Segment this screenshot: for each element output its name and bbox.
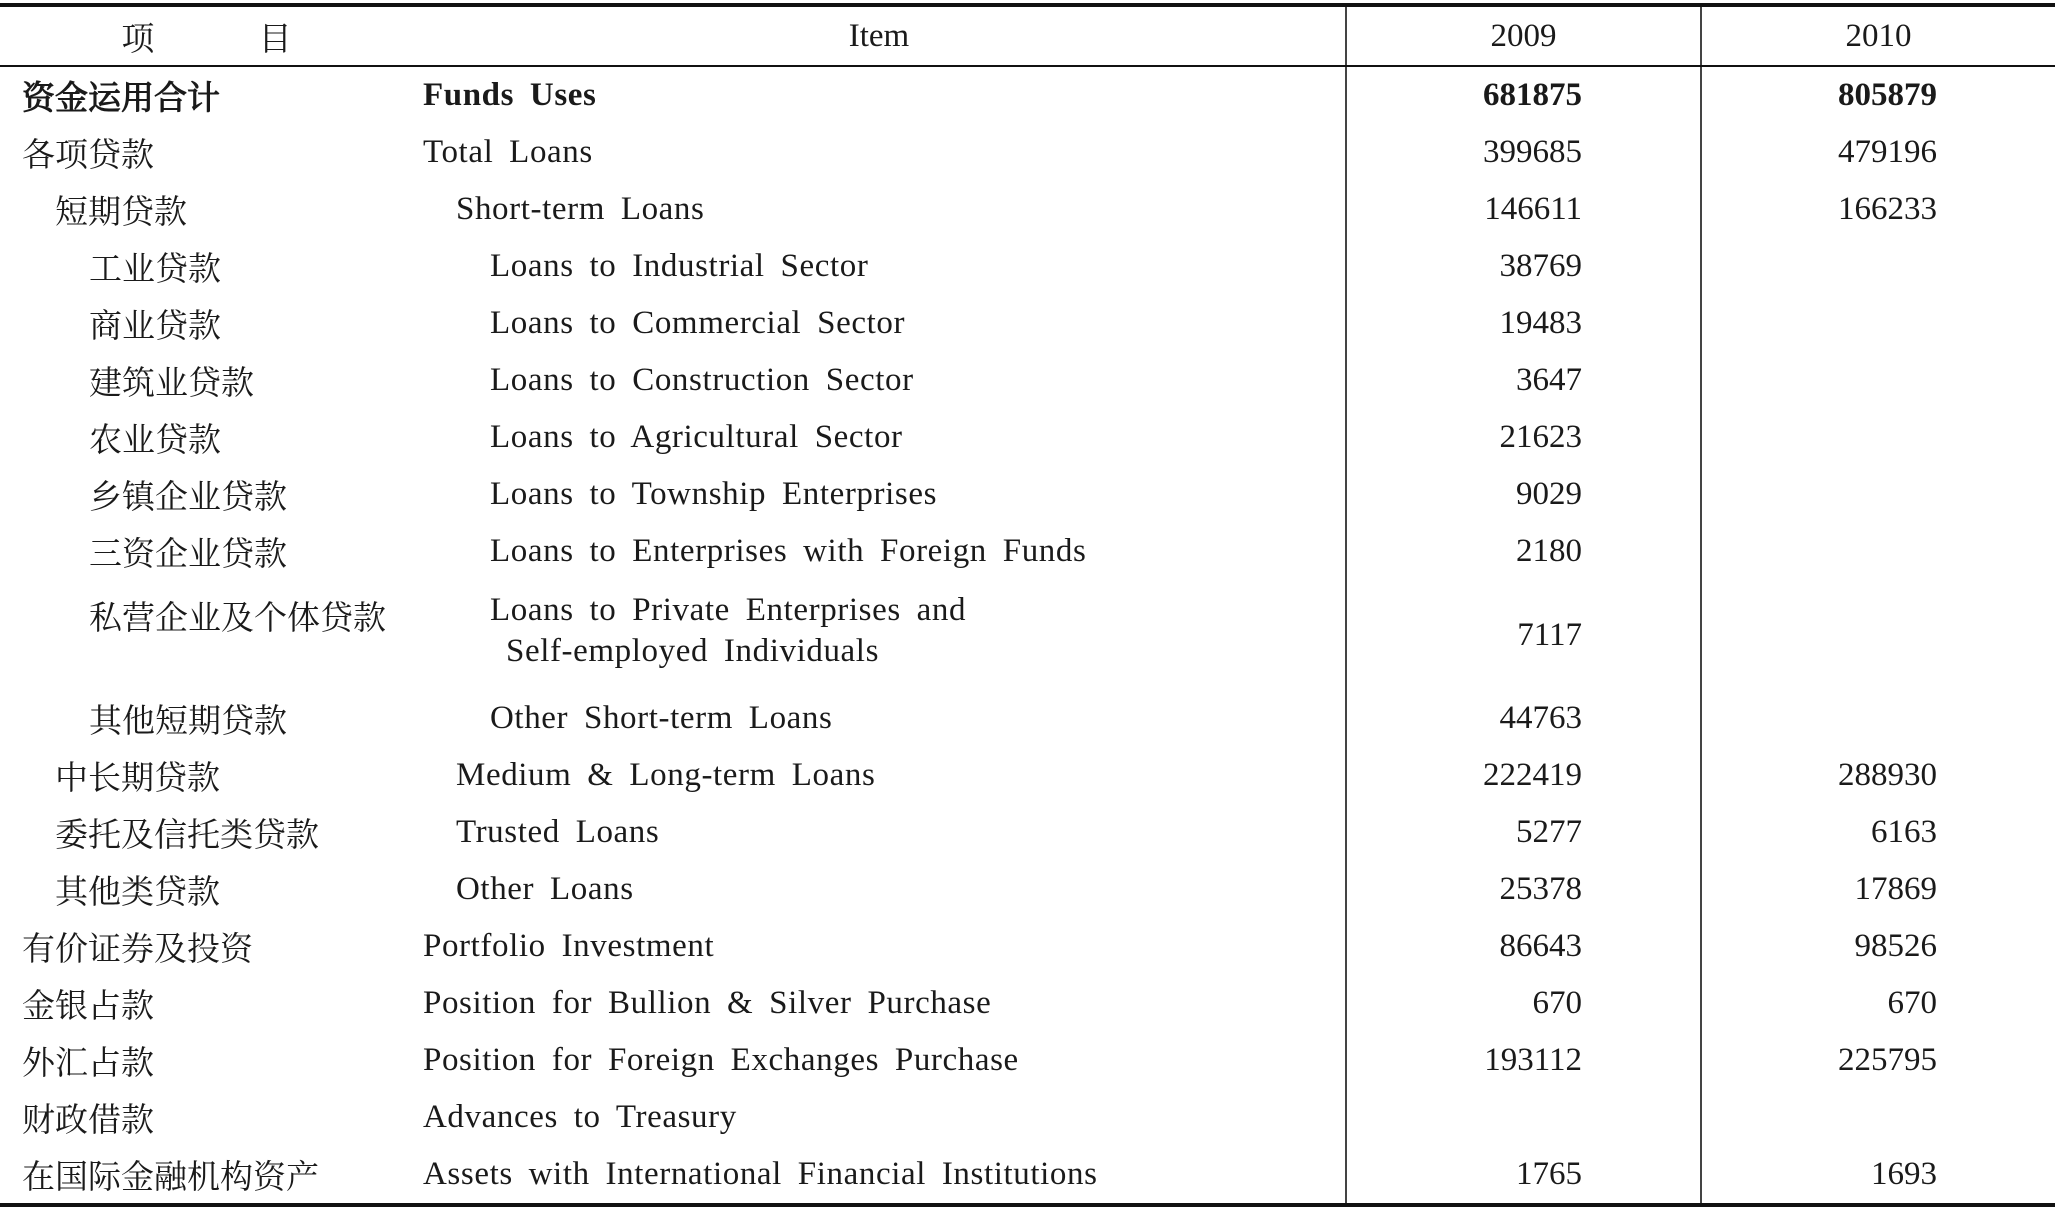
row-label-cn: 有价证券及投资 xyxy=(22,929,253,968)
row-label-cn: 在国际金融机构资产 xyxy=(0,1146,413,1205)
row-label-en: Loans to Industrial Sector xyxy=(413,238,1346,295)
value-2009: 193112 xyxy=(1346,1032,1701,1089)
row-label-en: Assets with International Financial Institutions xyxy=(413,1146,1346,1205)
table-row xyxy=(0,181,2055,238)
value-2010: 670 xyxy=(1887,985,1937,1021)
row-label-cn: 建筑业贷款 xyxy=(89,363,254,402)
value-2009: 21623 xyxy=(1346,409,1701,466)
row-label-cn: 农业贷款 xyxy=(89,420,221,459)
row-label-en: Loans to Enterprises with Foreign Funds xyxy=(413,523,1346,580)
row-label-en: Funds Uses xyxy=(413,66,1346,124)
value-2010: 1693 xyxy=(1701,1146,2055,1205)
value-2010: 166233 xyxy=(1838,191,1937,227)
row-label-en: Trusted Loans xyxy=(413,804,1346,861)
table-row xyxy=(0,861,2055,918)
row-label-en: Other Loans xyxy=(413,861,1346,918)
row-label-cn: 商业贷款 xyxy=(89,306,221,345)
row-label-en: Loans to Commercial Sector xyxy=(413,295,1346,352)
value-2010: 805879 xyxy=(1838,77,1937,113)
value-2009: 44763 xyxy=(1346,690,1701,747)
row-label-en: Loans to Township Enterprises xyxy=(413,466,1346,523)
value-2010 xyxy=(1701,409,2055,466)
table-row xyxy=(0,238,2055,295)
row-label-en-line1: Loans to Private Enterprises and xyxy=(490,592,967,628)
table-row xyxy=(0,409,2055,466)
header-chinese-item: 项 目 xyxy=(0,5,413,66)
row-label-cn: 私营企业及个体贷款 xyxy=(89,598,386,637)
header-year-2009: 2009 xyxy=(1346,5,1701,66)
value-2009: 19483 xyxy=(1346,295,1701,352)
row-label-cn: 短期贷款 xyxy=(55,192,187,231)
value-2010: 17869 xyxy=(1854,871,1937,907)
value-2010 xyxy=(1701,466,2055,523)
row-label-cn: 中长期贷款 xyxy=(55,758,220,797)
value-2010: 479196 xyxy=(1838,134,1937,170)
value-2009: 5277 xyxy=(1346,804,1701,861)
value-2010 xyxy=(1701,580,2055,690)
row-label-en: Position for Foreign Exchanges Purchase xyxy=(413,1032,1346,1089)
table-row xyxy=(0,352,2055,409)
row-label-cn: 金银占款 xyxy=(22,986,154,1025)
value-2010 xyxy=(1701,1089,2055,1146)
funds-uses-table xyxy=(0,3,2055,1207)
table-row xyxy=(0,975,2055,1032)
value-2010: 225795 xyxy=(1838,1042,1937,1078)
row-label-en: Short-term Loans xyxy=(413,181,1346,238)
table-row xyxy=(0,1146,2055,1205)
value-2010 xyxy=(1701,690,2055,747)
row-label-en: Medium & Long-term Loans xyxy=(413,747,1346,804)
value-2009: 681875 xyxy=(1346,66,1701,124)
value-2009: 9029 xyxy=(1346,466,1701,523)
value-2009: 670 xyxy=(1346,975,1701,1032)
value-2009: 25378 xyxy=(1346,861,1701,918)
value-2009: 222419 xyxy=(1346,747,1701,804)
header-item: Item xyxy=(413,5,1346,66)
value-2010: 288930 xyxy=(1838,757,1937,793)
value-2010 xyxy=(1701,238,2055,295)
row-label-en: Other Short-term Loans xyxy=(413,690,1346,747)
table-row xyxy=(0,690,2055,747)
row-label-cn: 财政借款 xyxy=(22,1100,154,1139)
row-label-en: Position for Bullion & Silver Purchase xyxy=(413,975,1346,1032)
row-label-en: Loans to Construction Sector xyxy=(413,352,1346,409)
table-row xyxy=(0,1089,2055,1146)
row-label-cn: 委托及信托类贷款 xyxy=(55,815,319,854)
value-2009 xyxy=(1346,1089,1701,1146)
row-label-cn: 其他短期贷款 xyxy=(89,701,287,740)
value-2009: 1765 xyxy=(1346,1146,1701,1205)
row-label-en: Total Loans xyxy=(413,124,1346,181)
table-row xyxy=(0,466,2055,523)
table-row xyxy=(0,918,2055,975)
table-row xyxy=(0,804,2055,861)
value-2010 xyxy=(1701,352,2055,409)
table-row xyxy=(0,295,2055,352)
table-row xyxy=(0,1032,2055,1089)
row-label-cn: 乡镇企业贷款 xyxy=(89,477,287,516)
table-row xyxy=(0,580,2055,690)
value-2010: 6163 xyxy=(1871,814,1937,850)
row-label-en: Portfolio Investment xyxy=(413,918,1346,975)
value-2009: 146611 xyxy=(1346,181,1701,238)
table-row xyxy=(0,124,2055,181)
row-label-cn: 各项贷款 xyxy=(22,135,154,174)
value-2009: 86643 xyxy=(1346,918,1701,975)
row-label-cn: 其他类贷款 xyxy=(55,872,220,911)
value-2009: 7117 xyxy=(1346,580,1701,690)
value-2009: 3647 xyxy=(1346,352,1701,409)
value-2009: 2180 xyxy=(1346,523,1701,580)
value-2010 xyxy=(1701,523,2055,580)
header-year-2010: 2010 xyxy=(1701,5,2055,66)
row-label-en: Advances to Treasury xyxy=(413,1089,1346,1146)
value-2010 xyxy=(1701,295,2055,352)
value-2009: 38769 xyxy=(1346,238,1701,295)
table-row xyxy=(0,523,2055,580)
value-2009: 399685 xyxy=(1346,124,1701,181)
table-row xyxy=(0,747,2055,804)
table-row xyxy=(0,66,2055,124)
row-label-en: Loans to Agricultural Sector xyxy=(413,409,1346,466)
funds-uses-table-container xyxy=(0,3,2055,1207)
row-label-en xyxy=(413,580,1346,690)
value-2010: 98526 xyxy=(1854,928,1937,964)
row-label-cn: 外汇占款 xyxy=(22,1043,154,1082)
table-header-row xyxy=(0,5,2055,66)
row-label-cn: 工业贷款 xyxy=(89,249,221,288)
row-label-cn: 三资企业贷款 xyxy=(89,534,287,573)
row-label-en-line2: Self-employed Individuals xyxy=(506,633,880,669)
row-label-cn: 资金运用合计 xyxy=(22,78,220,117)
